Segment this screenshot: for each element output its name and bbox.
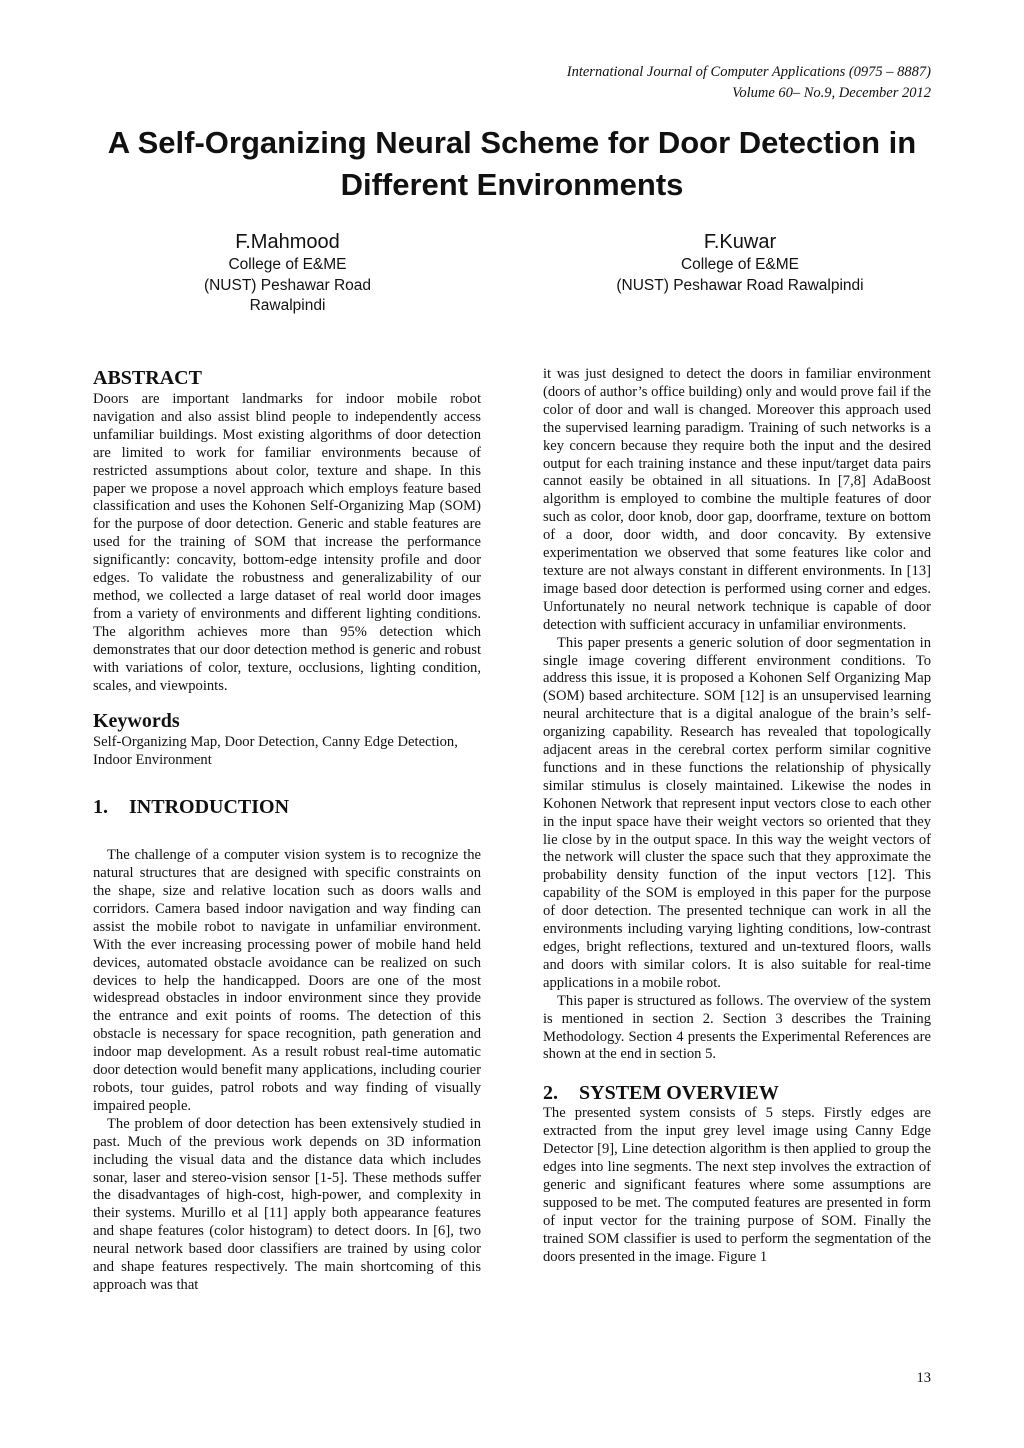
keywords-text: Self-Organizing Map, Door Detection, Canny Edge Detection, Indoor Environment [93,734,458,769]
author-affiliation: College of E&ME [680,256,800,273]
journal-volume: Volume 60– No.9, December 2012 [732,85,931,101]
title-line-2: Different Environments [340,167,684,202]
keywords-heading: Keywords [93,710,180,733]
author-address: (NUST) Peshawar Road [203,276,372,294]
section-title: INTRODUCTION [129,796,290,819]
title-line-1: A Self-Organizing Neural Scheme for Door Detection in [107,125,917,160]
paper-title [60,122,964,206]
system-overview-heading [543,1081,931,1105]
intro-paragraph-3: This paper presents a generic solution of door segmentation in single image covering different environment conditions. To address this issue, it is proposed a Kohonen Self Organizing Map (SOM) based architecture. SOM [12] is an unsupervised learning neural architecture that is a digital analogue of the brain’s self-organizing capability. Research has revealed that topologically adjacent areas in the cerebral cortex perform similar cognitive functions and in these functions the relationship of physically similar stimulus is closely maintained. Likewise the nodes in Kohonen Network that represent input vectors close to each other in the input space have their weight vectors so oriented that they lie close by in the output space. In this way the weight vectors of the network will cluster the space such that they approximate the probability density function of the input vectors [12]. This capability of the SOM is employed in this paper for the purpose of door detection. The presented technique can work in all the environments including varying lighting conditions, low-contrast edges, bright reflections, textured and un-textured floors, walls and doors with similar colors. It is also suitable for real-time applications in a mobile robot. [543,634,931,991]
section-number: 1. [93,796,108,819]
author-city: Rawalpindi [249,297,326,314]
right-column [543,366,931,1267]
journal-header [567,62,931,104]
author-affiliation: College of E&ME [228,256,347,273]
author-name: F.Mahmood [235,231,340,253]
intro-paragraph-2: The problem of door detection has been extensively studied in past. Much of the previous work depends on 3D information including the visual data and the distance data which includes sonar, laser and stereo-vision sensor [1-5]. These methods suffer the disadvantages of high-cost, high-power, and complexity in their systems. Murillo et al [11] apply both appearance features and shape features (color histogram) to detect doors. In [6], two neural network based door classifiers are trained by using color and shape features respectively. The main shortcoming of this approach was that [93,1115,481,1293]
journal-name: International Journal of Computer Applications (0975 – 8887) [566,64,931,80]
section-number: 2. [543,1082,558,1105]
abstract-text: Doors are important landmarks for indoor mobile robot navigation and also assist blind people to independently access unfamiliar buildings. Most existing algorithms of door detection are limited to work for familiar environments because of restricted assumptions about color, texture and shape. In this paper we propose a novel approach which employs feature based classification and uses the Kohonen Self-Organizing Map (SOM) for the purpose of door detection. Generic and stable features are used for the training of SOM that increase the performance significantly: concavity, bottom-edge intensity profile and door edges. To validate the robustness and generalizability of our method, we collected a large dataset of real world door images from a variety of environments and different lighting conditions. The algorithm achieves more than 95% detection which demonstrates that our door detection method is generic and robust with variations of color, texture, occlusions, lighting condition, scales, and viewpoints. [93,391,481,694]
author-address: (NUST) Peshawar Road Rawalpindi [616,276,864,294]
section-title: SYSTEM OVERVIEW [579,1082,779,1105]
intro-paragraph-2-continued: it was just designed to detect the doors in familiar environment (doors of author’s office building) only and would prove fail if the color of door and wall is changed. Moreover this approach used the supervised learning paradigm. Training of such networks is a key concern because they require both the input and the desired output for each training instance and these input/target data pairs cannot easily be obtained in all situations. In [7,8] AdaBoost algorithm is employed to combine the multiple features of door such as color, door knob, door gap, doorframe, texture on bottom of a door, door width, and door concavity. By extensive experimentation we observed that some features like color and texture are not always constant in different environments. In [13] image based door detection is performed using corner and edges. Unfortunately no neural network technique is capable of door detection with sufficient accuracy in unfamiliar environments. [543,366,931,633]
author-block-1 [150,229,425,317]
page-number: 13 [916,1370,931,1386]
abstract-heading: ABSTRACT [93,367,202,389]
introduction-heading [93,795,481,819]
system-overview-paragraph: The presented system consists of 5 steps. Firstly edges are extracted from the input grey level image using Canny Edge Detector [9], Line detection algorithm is then applied to group the edges into line segments. The next step involves the extraction of generic and significant features where some assumptions are supposed to be met. The computed features are presented in form of input vector for the training purpose of SOM. Finally the trained SOM classifier is used to perform the segmentation of the doors presented in the image. Figure 1 [543,1105,931,1265]
intro-paragraph-4: This paper is structured as follows. The overview of the system is mentioned in section 2. Section 3 describes the Training Methodology. Section 4 presents the Experimental References are shown at the end in section 5. [543,992,931,1063]
intro-paragraph-1: The challenge of a computer vision system is to recognize the natural structures that are designed with specific constraints on the shape, size and relative location such as doors walls and corridors. Camera based indoor navigation and way finding can assist the mobile robot to navigate in unfamiliar environment. With the ever increasing processing power of mobile hand held devices, automated obstacle avoidance can be realized on such devices to help the handicapped. Doors are one of the most widespread obstacles in indoor environment since they provide the entrance and exit points of rooms. The detection of this obstacle is necessary for space recognition, path generation and indoor map development. As a result robust real-time automatic door detection would benefit many applications, including courier robots, tour guides, patrol robots and way finding of visually impaired people. [93,847,481,1114]
left-column [93,366,481,1295]
author-block-2 [575,229,905,296]
author-name: F.Kuwar [703,231,777,253]
